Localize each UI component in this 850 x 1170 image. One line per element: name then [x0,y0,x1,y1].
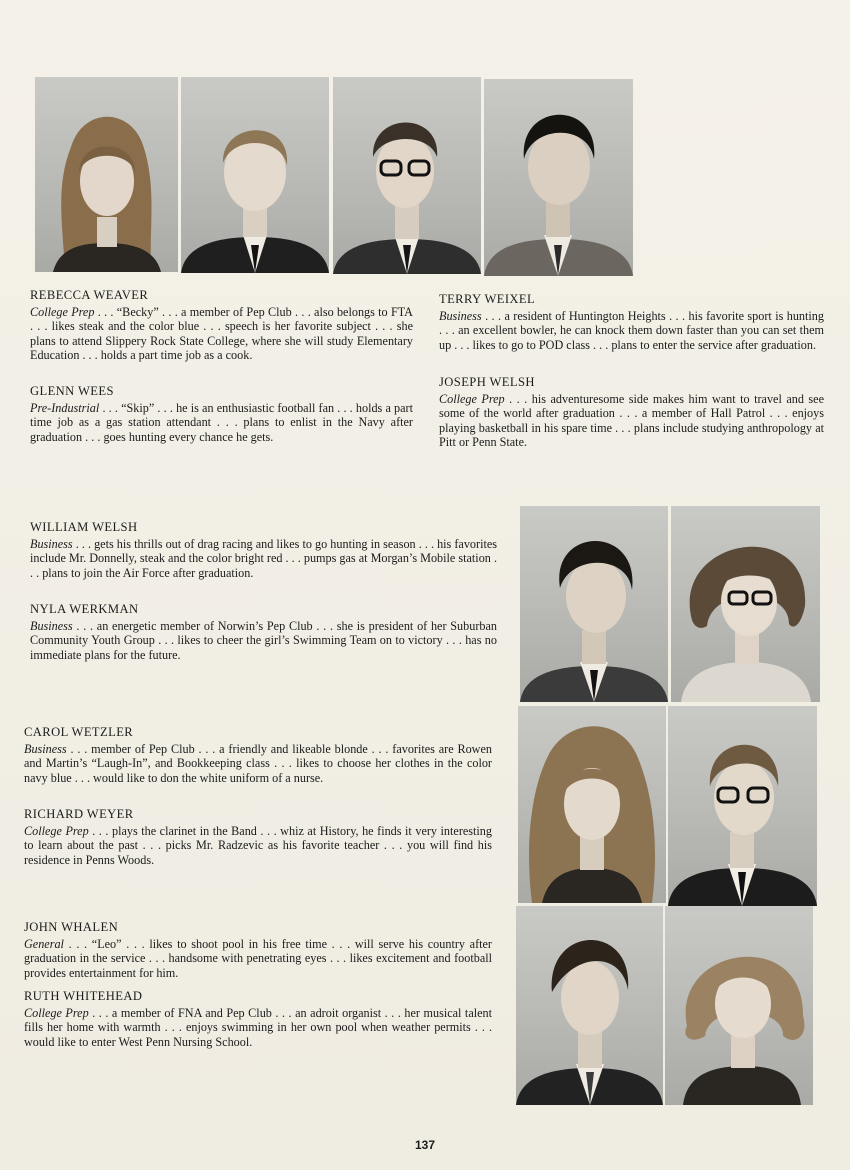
course-of-study: Pre-Industrial [30,400,100,415]
student-bio-text: . . . plays the clarinet in the Band . . . whiz at History, he finds it very interesting to learn about the past . . . picks Mr. Radzevic as his favorite teacher . . . you will find his residence in Penns Woods. [24,823,492,867]
course-of-study: Business [30,536,73,551]
student-name: TERRY WEIXEL [439,292,536,306]
bio-glenn-wees [30,384,413,444]
portrait-ruth-whitehead [665,906,813,1105]
portrait-john-whalen [516,906,663,1105]
student-description [24,742,492,786]
student-bio-text: . . . gets his thrills out of drag racing and likes to go hunting in season . . . his favorites include Mr. Donnelly, steak and the color bright red . . . pumps gas at Morgan’s Mobile station . . . plans to join the Air Force after graduation. [30,536,497,580]
student-name: RICHARD WEYER [24,807,134,821]
course-of-study: College Prep [30,304,95,319]
student-bio-text: . . . a member of FNA and Pep Club . . . an adroit organist . . . her musical talent fills her home with warmth . . . enjoys swimming in her own pool when weather permits . . . would like to enter West Penn Nursing School. [24,1005,493,1049]
student-description [30,305,413,363]
student-bio-text: . . . member of Pep Club . . . a friendly and likeable blonde . . . favorites are Rowen and Martin’s “Laugh-In”, and Bookkeeping class . . . likes to choose her clothes in the color navy blue . . . would like to don the white uniform of a nurse. [24,741,492,785]
student-name: WILLIAM WELSH [30,520,138,534]
student-name: JOSEPH WELSH [439,375,535,389]
bio-terry-weixel [439,292,824,352]
student-description [30,537,497,581]
bio-richard-weyer [24,807,492,867]
course-of-study: College Prep [24,823,89,838]
student-bio-text: . . . his adventuresome side makes him want to travel and see some of the world after graduation . . . a member of Hall Patrol . . . enjoys playing basketball in his spare time . . . plans include studying anthropology at Pitt or Penn State. [439,391,824,450]
portrait-richard-weyer [668,706,817,906]
student-name: REBECCA WEAVER [30,288,149,302]
student-description [30,401,413,445]
student-name: RUTH WHITEHEAD [24,989,143,1003]
bio-william-welsh [30,520,497,580]
student-bio-text: . . . an energetic member of Norwin’s Pep Club . . . she is president of her Suburban Community Youth Group . . . likes to cheer the girl’s Swimming Team on to victory . . . has no immediate plans for the future. [30,618,497,662]
course-of-study: College Prep [24,1005,89,1020]
course-of-study: College Prep [439,391,505,406]
course-of-study: Business [439,308,482,323]
portrait-glenn-wees [181,77,329,273]
student-description [30,619,497,663]
student-name: GLENN WEES [30,384,114,398]
bio-john-whalen [24,920,492,980]
portrait-william-welsh [520,506,668,702]
course-of-study: Business [30,618,73,633]
portrait-carol-wetzler [518,706,666,903]
student-description [439,392,824,450]
portrait-terry-weixel [333,77,481,274]
student-description [24,937,492,981]
bio-joseph-welsh [439,375,824,450]
student-description [439,309,824,353]
student-description [24,1006,492,1050]
bio-nyla-werkman [30,602,497,662]
student-name: JOHN WHALEN [24,920,119,934]
student-name: NYLA WERKMAN [30,602,139,616]
student-description [24,824,492,868]
student-bio-text: . . . “Skip” . . . he is an enthusiastic football fan . . . holds a part time job as a gas station attendant . . . plans to enlist in the Navy after graduation . . . goes hunting every chance he gets. [30,400,413,444]
course-of-study: Business [24,741,67,756]
bio-rebecca-weaver [30,288,413,363]
portrait-joseph-welsh [484,79,633,276]
student-name: CAROL WETZLER [24,725,134,739]
student-bio-text: . . . “Leo” . . . likes to shoot pool in his free time . . . will serve his country after graduation in the service . . . handsome with penetrating eyes . . . likes excitement and football provides entertainment for him. [24,936,492,980]
student-bio-text: . . . “Becky” . . . a member of Pep Club . . . also belongs to FTA . . . likes steak and the color blue . . . speech is her favorite subject . . . she plans to attend Slippery Rock State College, where she will study Elementary Education . . . holds a part time job as a cook. [30,304,413,363]
bio-ruth-whitehead [24,989,492,1049]
portrait-rebecca-weaver [35,77,178,272]
page-number: 137 [414,1138,436,1152]
course-of-study: General [24,936,64,951]
portrait-nyla-werkman [671,506,820,702]
bio-carol-wetzler [24,725,492,785]
student-bio-text: . . . a resident of Huntington Heights . . . his favorite sport is hunting . . . an excellent bowler, he can knock them down faster than you can set them up . . . likes to go to POD class . . . plans to enter the service after graduation. [439,308,824,352]
